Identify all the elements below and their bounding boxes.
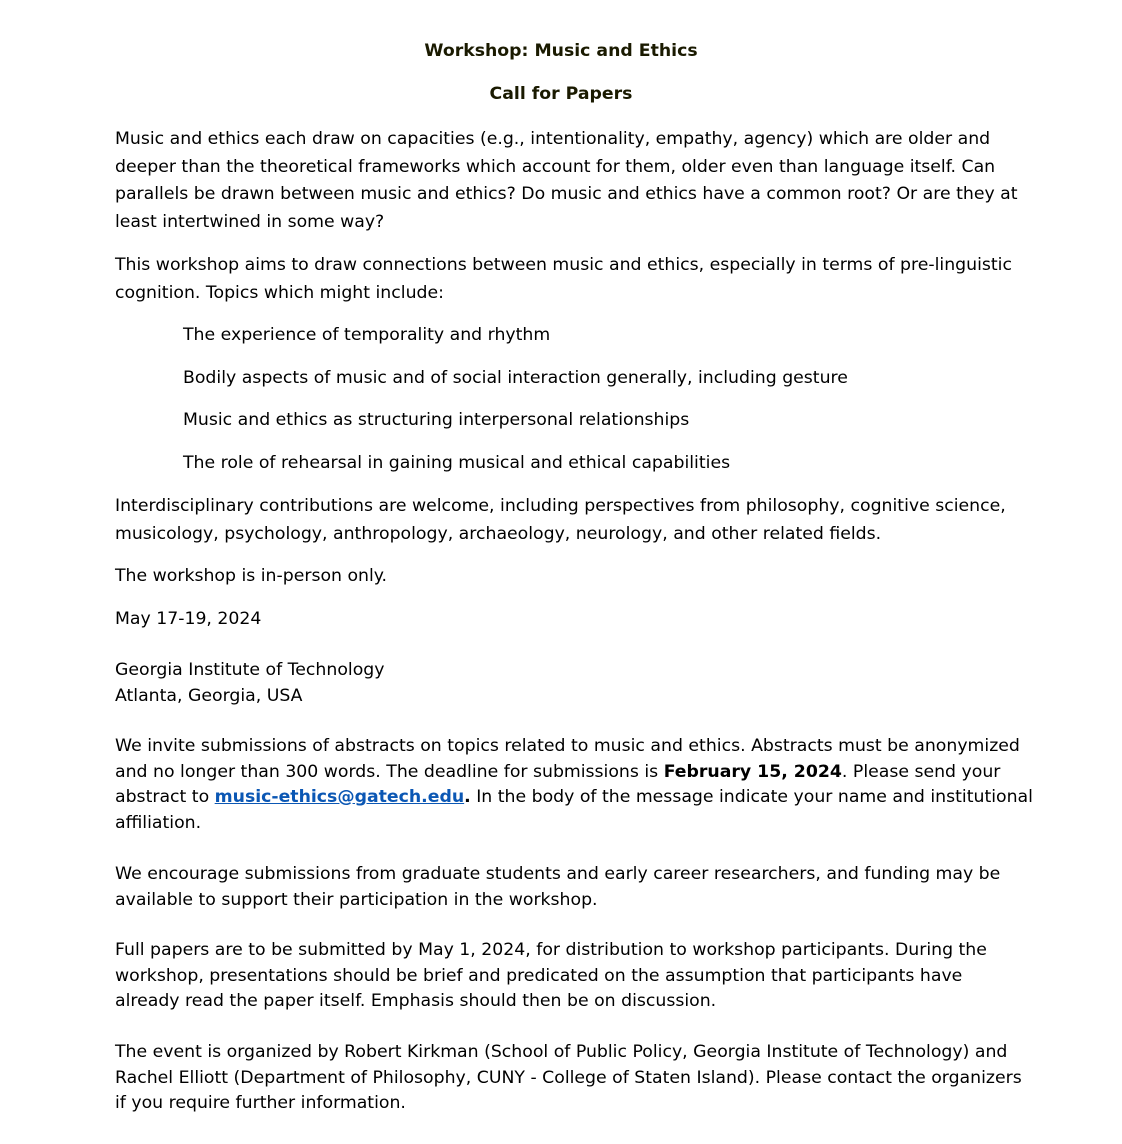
text-line: We invite submissions of abstracts on topics related to music and ethics. Abstracts must be anonymized <box>115 736 1020 756</box>
aims-paragraph <box>115 252 1015 307</box>
venue-city: Atlanta, Georgia, USA <box>115 685 303 706</box>
page-subtitle: Call for Papers <box>489 84 633 104</box>
text-line: parallels be drawn between music and ethics? Do music and ethics have a common root? Or are they at <box>115 184 1018 204</box>
text-line: available to support their participation in the workshop. <box>115 889 598 910</box>
in-person-note: The workshop is in-person only. <box>115 566 388 586</box>
text-line: The event is organized by Robert Kirkman (School of Public Policy, Georgia Institute of Technology) and <box>115 1042 1008 1062</box>
email-link[interactable]: music-ethics@gatech.edu <box>214 787 465 807</box>
text-segment: . Please send your <box>841 761 1001 782</box>
text-line: We encourage submissions from graduate students and early career researchers, and funding may be <box>115 864 1001 884</box>
text-segment: abstract to <box>115 787 215 807</box>
deadline-date: February 15, 2024 <box>663 761 842 782</box>
topic-item: The experience of temporality and rhythm <box>183 325 551 345</box>
topic-item: Bodily aspects of music and of social interaction generally, including gesture <box>183 368 848 388</box>
intro-paragraph <box>115 126 1018 236</box>
text-line <box>115 785 1033 811</box>
text-line: Rachel Elliott (Department of Philosophy, CUNY - College of Staten Island). Please contact the organizers <box>115 1067 1022 1088</box>
topic-item: The role of rehearsal in gaining musical and ethical capabilities <box>183 453 731 473</box>
text-line: cognition. Topics which might include: <box>115 282 444 303</box>
text-line: affiliation. <box>115 812 202 833</box>
interdisciplinary-paragraph <box>115 493 1015 548</box>
organizers-paragraph <box>115 1040 1022 1117</box>
text-line: This workshop aims to draw connections between music and ethics, especially in terms of pre-linguistic <box>115 255 1012 275</box>
text-line: Full papers are to be submitted by May 1, 2024, for distribution to workshop participants. During the <box>115 940 987 960</box>
text-segment: In the body of the message indicate your name and institutional <box>470 787 1033 807</box>
text-line: least intertwined in some way? <box>115 211 385 232</box>
text-segment: and no longer than 300 words. The deadline for submissions is <box>115 761 664 782</box>
text-line: already read the paper itself. Emphasis should then be on discussion. <box>115 991 717 1011</box>
text-line: Music and ethics each draw on capacities (e.g., intentionality, empathy, agency) which are older and <box>115 129 991 149</box>
full-papers-paragraph <box>115 938 1015 1015</box>
submissions-paragraph <box>115 734 1033 836</box>
text-line: workshop, presentations should be brief and predicated on the assumption that participants have <box>115 965 963 986</box>
venue-name: Georgia Institute of Technology <box>115 660 385 680</box>
page-title: Workshop: Music and Ethics <box>424 41 698 61</box>
text-line: Interdisciplinary contributions are welcome, including perspectives from philosophy, cognitive science, <box>115 496 1006 516</box>
text-line: deeper than the theoretical frameworks which account for them, older even than language itself. Can <box>115 156 996 177</box>
event-dates: May 17-19, 2024 <box>115 609 262 629</box>
encourage-paragraph <box>115 862 1015 913</box>
text-line <box>115 760 1015 786</box>
topic-item: Music and ethics as structuring interpersonal relationships <box>183 410 690 430</box>
venue-block <box>115 658 1015 709</box>
text-line: musicology, psychology, anthropology, archaeology, neurology, and other related fields. <box>115 523 882 544</box>
text-segment: . <box>464 787 471 807</box>
text-line: if you require further information. <box>115 1093 406 1113</box>
